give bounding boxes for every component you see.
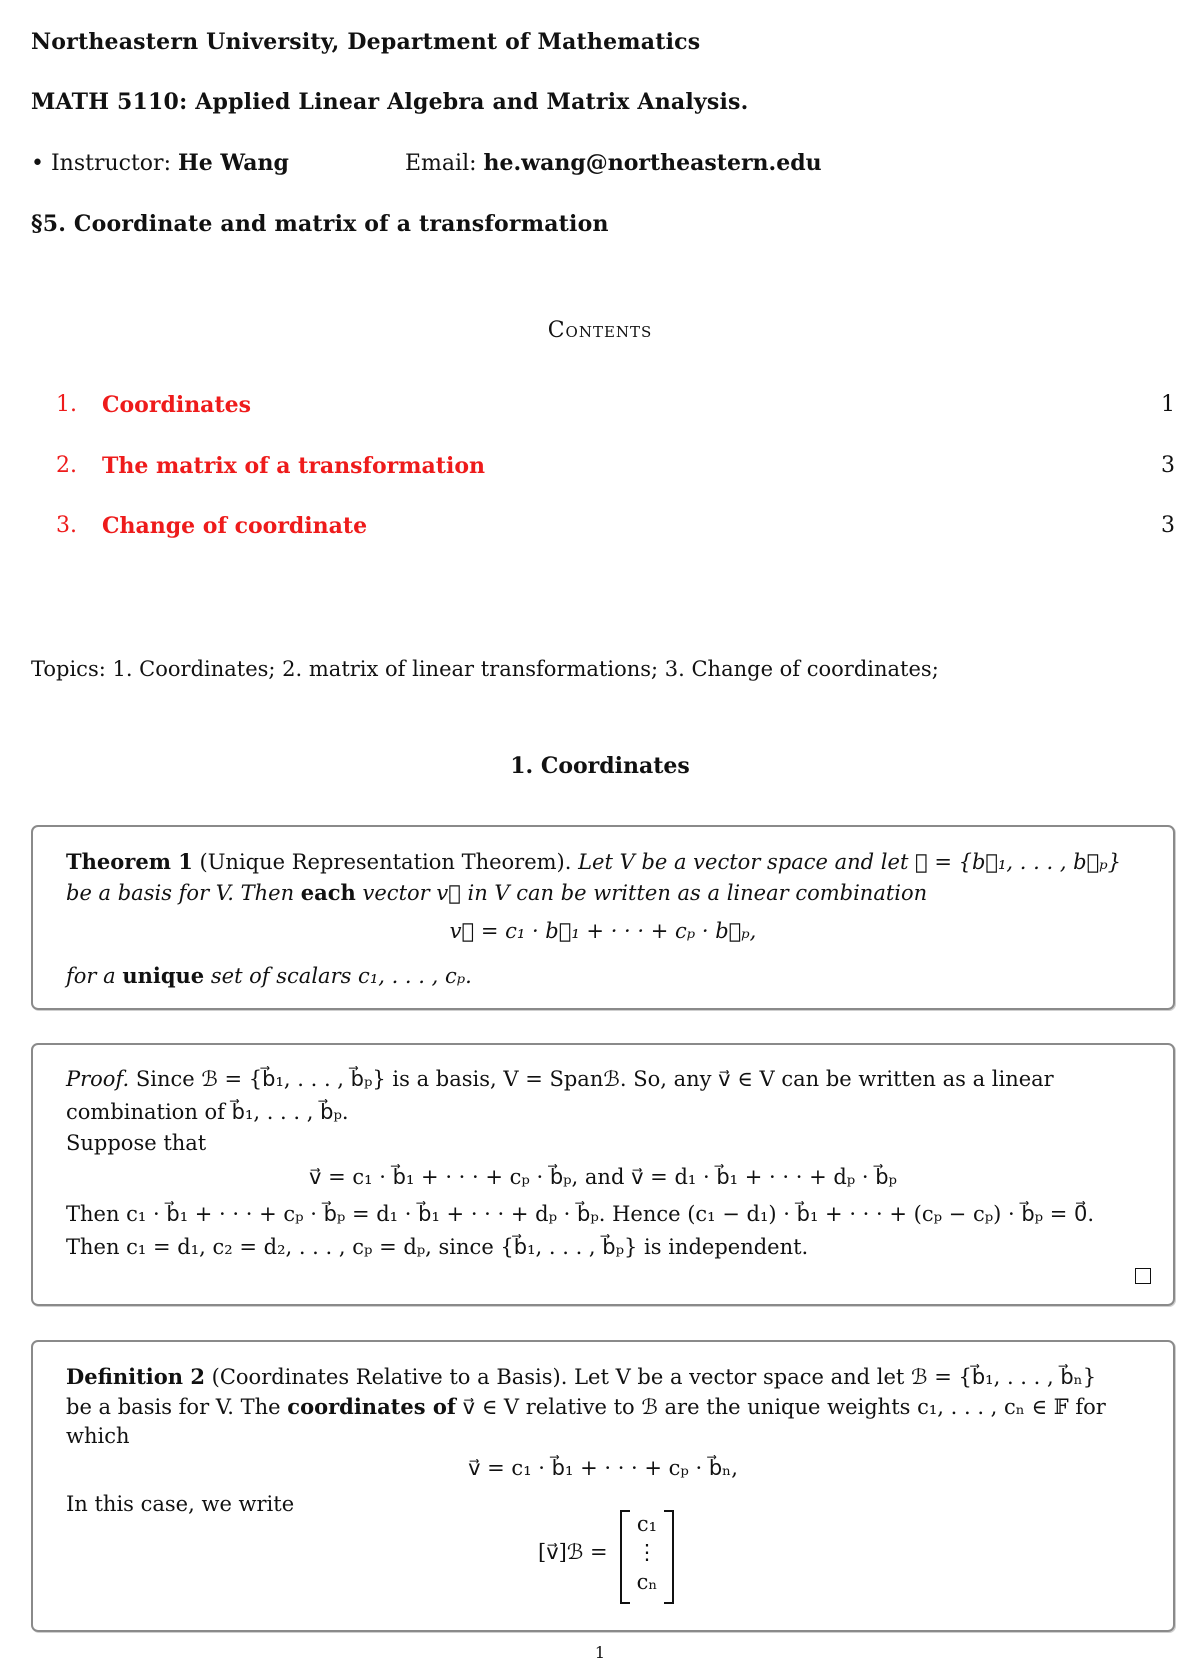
theorem-equation: v⃗ = c₁ · b⃗₁ + · · · + cₚ · b⃗ₚ, [449,919,757,943]
theorem-text-2a: be a basis for V. Then [66,881,295,905]
definition-line-3: which [66,1424,130,1448]
definition-text-1: (Coordinates Relative to a Basis). Let V be a vector space and let ℬ = {b⃗₁, . . . , b⃗ₙ} [211,1365,1097,1389]
topics-line: Topics: 1. Coordinates; 2. matrix of linear transformations; 3. Change of coordinates; [31,657,939,681]
coordinate-vector-matrix [33,1510,1173,1602]
definition-line-5: In this case, we write [66,1492,295,1516]
theorem-box [31,825,1175,1010]
proof-equation: v⃗ = c₁ · b⃗₁ + · · · + cₚ · b⃗ₚ, and v⃗ = d₁ · b⃗₁ + · · · + dₚ · b⃗ₚ [309,1165,897,1189]
toc-label[interactable]: The matrix of a transformation [102,453,485,479]
proof-box [31,1043,1175,1306]
theorem-line-2 [66,880,927,905]
toc-number: 2. [56,453,77,478]
proof-line-1 [66,1067,1054,1091]
toc-label[interactable]: Coordinates [102,392,251,418]
definition-equation: v⃗ = c₁ · b⃗₁ + · · · + cₚ · b⃗ₙ, [468,1456,738,1480]
instructor-label: • Instructor: [31,151,171,176]
toc-item-change-of-coordinate[interactable] [56,513,1175,543]
email-line [405,150,822,176]
toc-page: 1 [1161,392,1175,417]
section-heading: 1. Coordinates [510,753,690,779]
theorem-text-4a: for a [66,964,116,988]
toc-label[interactable]: Change of coordinate [102,513,368,539]
theorem-name: (Unique Representation Theorem). [199,850,572,874]
right-bracket [664,1510,674,1604]
contents-title: Contents [547,318,653,343]
definition-label: Definition 2 [66,1364,205,1389]
definition-emph-coordinates: coordinates of [287,1394,456,1419]
toc-number: 1. [56,392,77,417]
qed-square-icon [1135,1268,1151,1284]
matrix-lhs: [v⃗]ℬ = [538,1540,608,1564]
matrix-entry-1: c₁ [636,1512,658,1536]
theorem-text-2c: vector v⃗ in V can be written as a linear combination [362,881,928,905]
definition-box [31,1340,1175,1632]
toc-item-matrix-transformation[interactable] [56,453,1175,483]
proof-text-1: Since ℬ = {b⃗₁, . . . , b⃗ₚ} is a basis, V = Spanℬ. So, any v⃗ ∈ V can be written as a linear [135,1067,1054,1091]
left-bracket [620,1510,630,1604]
page-number: 1 [594,1643,606,1662]
instructor-line [31,150,289,176]
theorem-emph-unique: unique [122,963,205,988]
toc-page: 3 [1161,453,1175,478]
definition-line-2 [66,1394,1106,1419]
toc-item-coordinates[interactable] [56,392,1175,422]
email-link[interactable]: he.wang@northeastern.edu [483,150,822,176]
theorem-emph-each: each [300,880,356,905]
definition-line-1 [66,1364,1096,1389]
theorem-text-1: Let V be a vector space and let ℬ = {b⃗₁, . . . , b⃗ₚ} [578,850,1121,874]
toc-number: 3. [56,513,77,538]
theorem-line-4 [66,963,472,988]
definition-text-2a: be a basis for V. The [66,1395,281,1419]
theorem-label: Theorem 1 [66,849,193,874]
email-label: Email: [405,151,477,176]
definition-text-2c: v⃗ ∈ V relative to ℬ are the unique weights c₁, . . . , cₙ ∈ 𝔽 for [462,1395,1106,1419]
section-title: §5. Coordinate and matrix of a transformation [31,211,609,237]
instructor-name: He Wang [177,150,289,176]
toc-page: 3 [1161,513,1175,538]
proof-line-5: Then c₁ · b⃗₁ + · · · + cₚ · b⃗ₚ = d₁ · b⃗₁ + · · · + dₚ · b⃗ₚ. Hence (c₁ − d₁) · b⃗₁ + · · · + (cₚ − cₚ) · b⃗ₚ = 0⃗. [66,1202,1095,1226]
proof-line-6: Then c₁ = d₁, c₂ = d₂, . . . , cₚ = dₚ, since {b⃗₁, . . . , b⃗ₚ} is independent. [66,1235,809,1259]
theorem-line-1 [66,849,1121,874]
proof-line-2: combination of b⃗₁, . . . , b⃗ₚ. [66,1100,349,1124]
proof-line-3: Suppose that [66,1131,207,1155]
university-line: Northeastern University, Department of Mathematics [31,29,701,55]
course-title: MATH 5110: Applied Linear Algebra and Matrix Analysis. [31,89,749,115]
theorem-text-4c: set of scalars c₁, . . . , cₚ. [210,964,472,988]
matrix-entry-2: ⋮ [636,1540,658,1564]
matrix-entry-3: cₙ [636,1570,658,1594]
proof-label: Proof. [66,1067,130,1091]
